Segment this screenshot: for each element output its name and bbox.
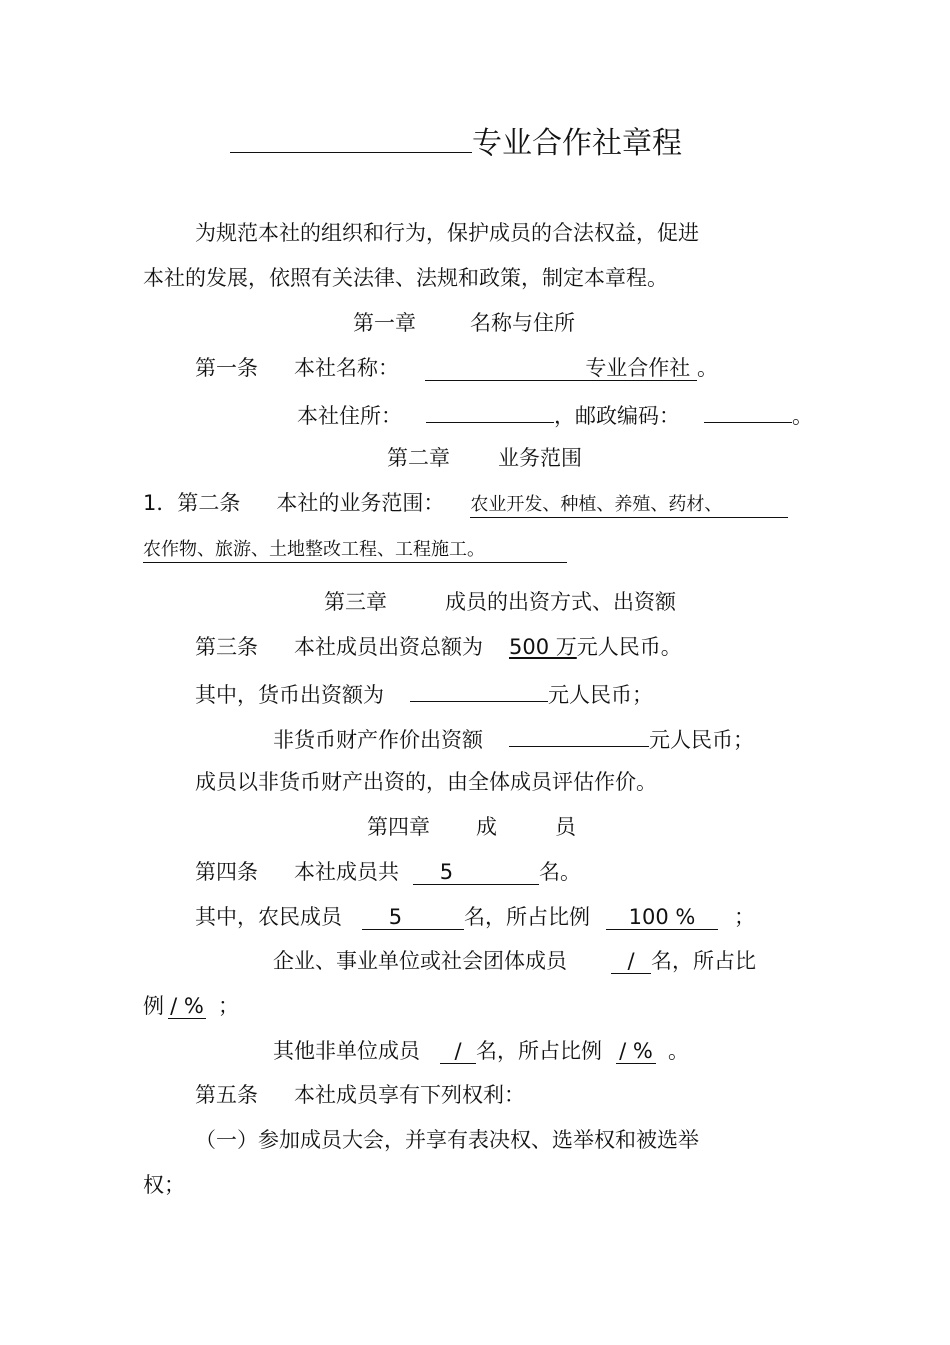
article-number: 第二条 bbox=[177, 491, 241, 515]
article-2-line-2 bbox=[143, 535, 567, 565]
farmer-count: 5 bbox=[362, 905, 464, 930]
intro-line-2: 本社的发展，依照有关法律、法规和政策，制定本章程。 bbox=[143, 266, 668, 290]
article-label: 本社成员享有下列权利： bbox=[294, 1083, 525, 1107]
article-label: 本社名称： bbox=[294, 356, 399, 380]
cash-amount-blank bbox=[410, 677, 548, 702]
article-label: 本社成员共 bbox=[294, 860, 399, 884]
address-label: 本社住所： bbox=[297, 404, 402, 428]
other-count: / bbox=[440, 1039, 476, 1064]
org-count: / bbox=[611, 949, 651, 974]
other-label: 其他非单位成员 bbox=[273, 1039, 420, 1063]
zip-label: 邮政编码： bbox=[575, 404, 680, 428]
member-total: 5 bbox=[413, 860, 539, 885]
chapter-4-heading bbox=[367, 812, 576, 842]
article-1-address-line: 本社住所： ，邮政编码： 。 bbox=[297, 398, 813, 431]
noncash-label: 非货币财产作价出资额 bbox=[273, 728, 483, 752]
article-4-line-5: 其他非单位成员 / 名，所占比例 / % 。 bbox=[273, 1039, 689, 1063]
org-percent: / % bbox=[168, 994, 206, 1019]
article-4-line-2: 其中，农民成员 5 名，所占比例 100 % ； bbox=[195, 905, 755, 929]
chapter-name: 成员的出资方式、出资额 bbox=[445, 590, 676, 614]
chapter-number: 第三章 bbox=[324, 590, 387, 614]
other-percent: / % bbox=[616, 1039, 656, 1064]
scope-text-2: 农作物、旅游、土地整改工程、工程施工。 bbox=[143, 538, 567, 563]
chapter-name: 名称与住所 bbox=[470, 311, 575, 335]
article-5-item-1: （一）参加成员大会，并享有表决权、选举权和被选举 bbox=[195, 1128, 699, 1152]
address-blank bbox=[426, 398, 554, 423]
article-5-line-1 bbox=[195, 1080, 525, 1110]
chapter-name: 业务范围 bbox=[498, 446, 582, 470]
chapter-number: 第四章 bbox=[367, 815, 430, 839]
chapter-3-heading bbox=[324, 587, 676, 617]
chapter-number: 第二章 bbox=[387, 446, 450, 470]
article-label: 本社的业务范围： bbox=[276, 491, 445, 515]
noncash-amount-blank bbox=[509, 722, 649, 747]
article-4-line-1: 第四条 本社成员共 5 名。 bbox=[195, 860, 581, 884]
chapter-2-heading bbox=[387, 443, 582, 473]
farmer-label: 其中，农民成员 bbox=[195, 905, 342, 929]
chapter-number: 第一章 bbox=[353, 311, 416, 335]
page-title: 专业合作社章程 bbox=[472, 126, 682, 161]
scope-text-1: 农业开发、种植、养殖、药材、 bbox=[470, 493, 788, 518]
article-5-item-1-cont: 权； bbox=[143, 1173, 185, 1197]
chapter-name-a: 成 bbox=[476, 815, 497, 839]
article-3-line-3: 非货币财产作价出资额 元人民币； bbox=[273, 722, 754, 755]
article-4-line-3: 企业、事业单位或社会团体成员 / 名，所占比 bbox=[273, 949, 756, 973]
article-number: 第一条 bbox=[195, 356, 258, 380]
chapter-name-b: 员 bbox=[555, 815, 576, 839]
capital-amount: 500 万 bbox=[509, 635, 577, 659]
article-number: 第三条 bbox=[195, 635, 258, 659]
article-number: 第五条 bbox=[195, 1083, 258, 1107]
article-label: 本社成员出资总额为 bbox=[294, 635, 483, 659]
article-2-line-1: 1．第二条 本社的业务范围： 农业开发、种植、养殖、药材、 bbox=[143, 488, 788, 518]
article-1-name-line: 第一条 本社名称： 专业合作社 。 bbox=[195, 356, 718, 380]
cash-label: 其中，货币出资额为 bbox=[195, 683, 384, 707]
article-3-line-2: 其中，货币出资额为 元人民币； bbox=[195, 677, 653, 710]
article-3-line-1: 第三条 本社成员出资总额为 500 万元人民币。 bbox=[195, 635, 682, 659]
intro-line-1: 为规范本社的组织和行为，保护成员的合法权益，促进 bbox=[195, 221, 699, 245]
article-3-note: 成员以非货币财产出资的，由全体成员评估作价。 bbox=[195, 770, 657, 794]
title-line bbox=[230, 124, 682, 164]
farmer-percent: 100 % bbox=[606, 905, 718, 930]
org-label: 企业、事业单位或社会团体成员 bbox=[273, 949, 567, 973]
chapter-1-heading bbox=[353, 308, 575, 338]
title-name-blank bbox=[230, 128, 472, 153]
zip-blank bbox=[704, 398, 792, 423]
article-4-line-4: 例 / % ； bbox=[143, 994, 239, 1018]
article-number: 第四条 bbox=[195, 860, 258, 884]
coop-name-field: 专业合作社 bbox=[425, 356, 697, 381]
